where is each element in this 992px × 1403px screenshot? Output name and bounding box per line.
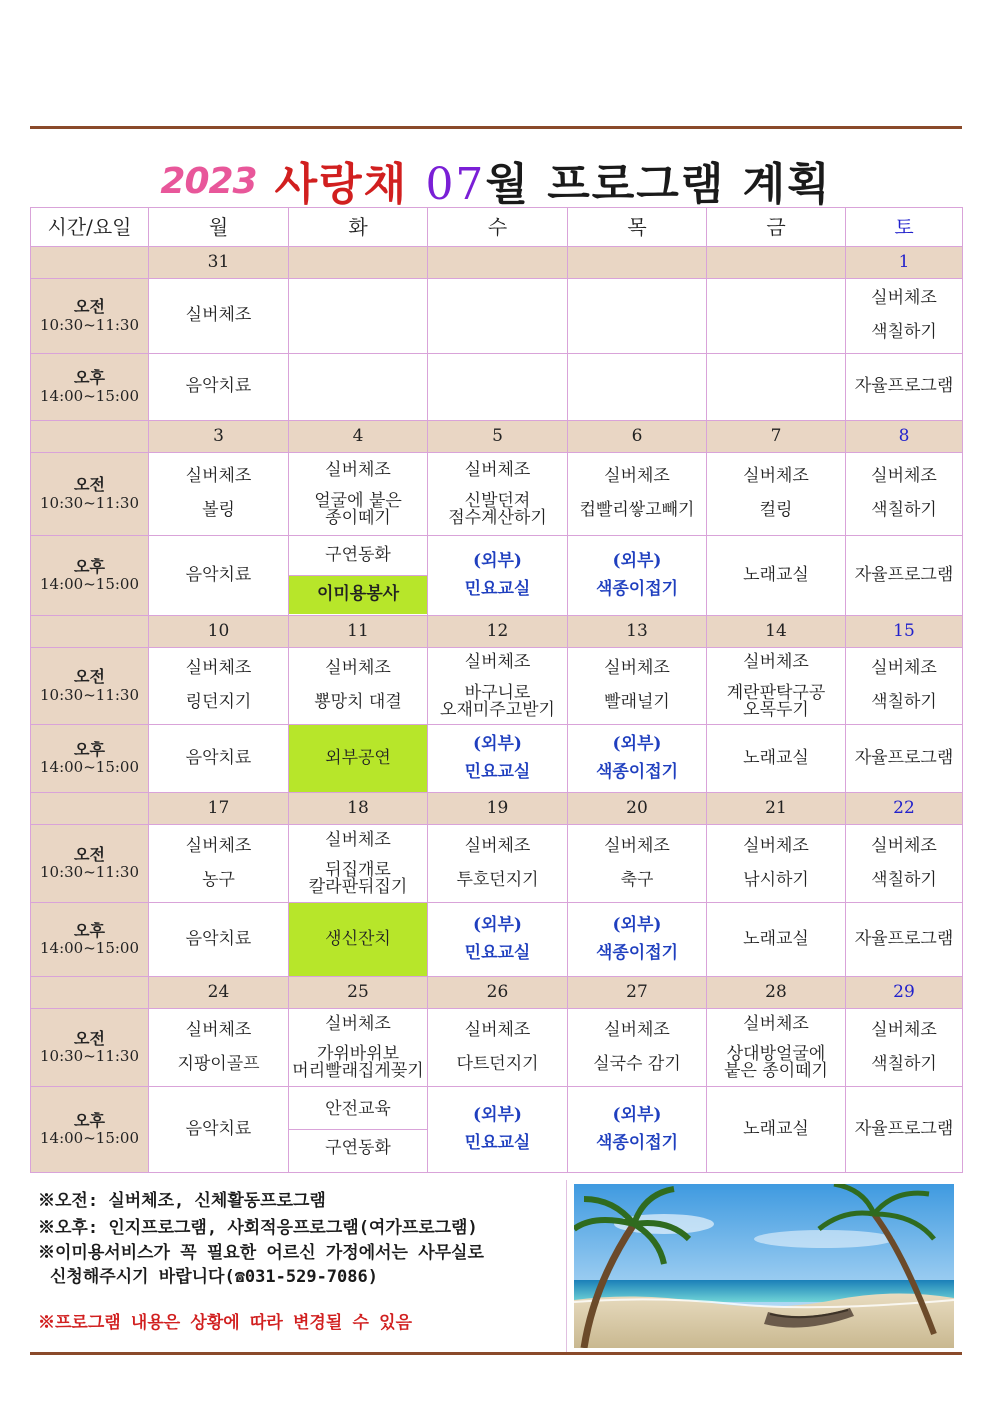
program-cell [289, 725, 428, 793]
program-cell [428, 903, 568, 977]
program-item: 민요교실 [464, 578, 531, 599]
program-item: 실버체조 [325, 829, 391, 850]
date-row-spacer [31, 977, 149, 1009]
date-cell: 27 [568, 977, 707, 1009]
program-item: (외부) [612, 733, 662, 754]
program-cell [568, 725, 707, 793]
program-item: 머리빨래집게꽂기 [292, 1061, 424, 1082]
am-label: 오전 [74, 1028, 105, 1048]
note-am: ※오전: 실버체조, 신체활동프로그램 [38, 1191, 326, 1211]
program-cell [428, 825, 568, 903]
program-cell [846, 648, 963, 725]
program-item: 민요교실 [464, 761, 531, 782]
pm-row [31, 1087, 963, 1173]
program-cell [846, 453, 963, 536]
program-item: 실버체조 [743, 652, 809, 673]
program-item: 외부공연 [325, 747, 391, 768]
program-item: 얼굴에 붙은 [314, 490, 402, 511]
date-row [31, 977, 963, 1009]
date-cell: 13 [568, 616, 707, 648]
program-item: 실버체조 [464, 460, 531, 481]
program-cell [428, 1009, 568, 1087]
program-cell [289, 279, 428, 354]
program-cell [428, 279, 568, 354]
program-item: 실버체조 [464, 652, 531, 673]
program-cell [149, 279, 289, 354]
pm-time: 14:00~15:00 [39, 939, 140, 958]
program-item: 실버체조 [871, 658, 937, 679]
program-item: 음악치료 [185, 564, 252, 585]
program-item: 상대방얼굴에 [726, 1044, 826, 1065]
program-item: 뒤집개로 [325, 860, 391, 881]
pm-row [31, 903, 963, 977]
program-item: 색칠하기 [871, 322, 937, 342]
program-cell [289, 1009, 428, 1087]
program-cell [568, 453, 707, 536]
program-item: 실버체조 [604, 835, 670, 856]
program-item: 링던지기 [185, 692, 252, 712]
pm-time: 14:00~15:00 [39, 575, 140, 594]
program-item: 음악치료 [185, 1118, 252, 1139]
program-cell [568, 825, 707, 903]
program-item: 실버체조 [871, 288, 937, 309]
pm-time-cell [31, 903, 149, 977]
program-item: 색종이접기 [595, 578, 679, 599]
program-cell [707, 354, 846, 421]
am-time-cell [31, 1009, 149, 1087]
program-item: 민요교실 [464, 942, 531, 963]
program-cell [289, 825, 428, 903]
date-cell: 12 [428, 616, 568, 648]
program-item: 자율프로그램 [854, 376, 954, 397]
program-item: 실버체조 [185, 466, 252, 487]
date-cell: 6 [568, 421, 707, 453]
pm-time-cell [31, 354, 149, 421]
program-item: (외부) [473, 550, 522, 571]
program-item: 낚시하기 [743, 869, 809, 890]
header-wed: 수 [428, 208, 568, 247]
date-cell: 8 [846, 421, 963, 453]
program-item: 빨래널기 [604, 692, 670, 712]
program-item: 색종이접기 [595, 1132, 679, 1153]
program-cell [149, 648, 289, 725]
date-cell: 17 [149, 793, 289, 825]
footer-divider [566, 1180, 567, 1352]
pm-label: 오후 [74, 556, 105, 576]
program-cell [568, 354, 707, 421]
program-item: 실버체조 [604, 1019, 670, 1040]
date-row [31, 247, 963, 279]
program-item: 실버체조 [604, 658, 670, 679]
pm-row [31, 354, 963, 421]
program-item: 색칠하기 [871, 500, 937, 520]
program-item: 색칠하기 [871, 692, 937, 712]
header-tue: 화 [289, 208, 428, 247]
am-time: 10:30~11:30 [39, 685, 140, 704]
date-cell: 29 [846, 977, 963, 1009]
pm-row [31, 536, 963, 616]
program-item: 구연동화 [289, 537, 427, 576]
date-cell [289, 247, 428, 279]
program-item: (외부) [473, 733, 522, 754]
program-item: 색종이접기 [595, 761, 679, 782]
date-cell: 28 [707, 977, 846, 1009]
date-row [31, 793, 963, 825]
program-item: 실버체조 [185, 658, 252, 679]
date-cell [707, 247, 846, 279]
am-time: 10:30~11:30 [39, 863, 140, 882]
date-cell: 18 [289, 793, 428, 825]
program-item: 실버체조 [871, 466, 937, 487]
date-row-spacer [31, 616, 149, 648]
program-item: 칼라판뒤집기 [308, 877, 408, 898]
date-cell: 26 [428, 977, 568, 1009]
header-sat: 토 [846, 208, 963, 247]
program-cell [846, 725, 963, 793]
am-label: 오전 [74, 844, 105, 864]
pm-time-cell [31, 536, 149, 616]
program-item: 색칠하기 [871, 869, 937, 890]
date-cell: 22 [846, 793, 963, 825]
program-item: 색칠하기 [871, 1053, 937, 1074]
date-row-spacer [31, 247, 149, 279]
note-pm: ※오후: 인지프로그램, 사회적응프로그램(여가프로그램) [38, 1218, 478, 1239]
program-item: 실버체조 [743, 835, 809, 856]
pm-label: 오후 [74, 368, 105, 388]
date-cell: 7 [707, 421, 846, 453]
date-cell [568, 247, 707, 279]
program-cell [149, 903, 289, 977]
program-item: 실국수 감기 [593, 1053, 681, 1074]
program-item: 컬링 [759, 500, 793, 520]
program-item: 종이떼기 [325, 507, 391, 528]
beach-image [574, 1184, 954, 1348]
program-item: 색종이접기 [595, 942, 679, 963]
program-cell [846, 825, 963, 903]
program-item: (외부) [612, 550, 662, 571]
program-cell [149, 1009, 289, 1087]
program-cell [707, 1009, 846, 1087]
program-item: 안전교육 [289, 1091, 427, 1130]
program-item: 노래교실 [743, 1118, 809, 1139]
pm-label: 오후 [74, 1110, 105, 1130]
program-cell [289, 1087, 428, 1173]
date-cell: 20 [568, 793, 707, 825]
notes [38, 1188, 558, 1337]
date-cell: 5 [428, 421, 568, 453]
note-warning: ※프로그램 내용은 상황에 따라 변경될 수 있음 [38, 1312, 413, 1333]
am-time-cell [31, 648, 149, 725]
program-cell [568, 279, 707, 354]
program-cell [149, 453, 289, 536]
am-row [31, 648, 963, 725]
header-row [31, 208, 963, 247]
am-label: 오전 [74, 667, 105, 687]
date-row [31, 421, 963, 453]
program-cell [707, 903, 846, 977]
program-item: 실버체조 [185, 1019, 252, 1040]
schedule-body [31, 247, 963, 1173]
program-item: 노래교실 [743, 928, 809, 949]
pm-label: 오후 [74, 920, 105, 940]
program-cell [149, 536, 289, 616]
program-cell [149, 354, 289, 421]
title-month: 07 [425, 159, 486, 210]
program-item: 자율프로그램 [854, 928, 954, 949]
program-cell [568, 1009, 707, 1087]
program-cell [428, 354, 568, 421]
program-cell [568, 648, 707, 725]
program-cell [149, 825, 289, 903]
date-cell: 10 [149, 616, 289, 648]
date-cell: 24 [149, 977, 289, 1009]
date-cell: 31 [149, 247, 289, 279]
program-item: 음악치료 [185, 747, 252, 768]
date-row [31, 616, 963, 648]
date-cell: 14 [707, 616, 846, 648]
program-item: (외부) [473, 1104, 522, 1125]
program-cell [149, 725, 289, 793]
program-cell [428, 1087, 568, 1173]
program-item: 투호던지기 [456, 869, 539, 890]
program-item: (외부) [612, 914, 662, 935]
am-time: 10:30~11:30 [39, 1047, 140, 1066]
program-item: 실버체조 [743, 1013, 809, 1034]
program-item: 실버체조 [464, 835, 531, 856]
program-cell [707, 1087, 846, 1173]
program-item: 신발던져 [464, 490, 531, 511]
program-cell [568, 903, 707, 977]
top-rule [30, 126, 962, 129]
title-rest: 월 프로그램 계획 [485, 159, 832, 210]
program-item: 바구니로 [464, 682, 531, 703]
am-time: 10:30~11:30 [39, 493, 140, 512]
date-cell: 1 [846, 247, 963, 279]
program-item: 민요교실 [464, 1132, 531, 1153]
bottom-rule [30, 1352, 962, 1355]
program-item: 다트던지기 [456, 1053, 539, 1074]
date-cell: 3 [149, 421, 289, 453]
pm-time-cell [31, 725, 149, 793]
program-item: 실버체조 [871, 1019, 937, 1040]
program-item: 구연동화 [325, 1138, 391, 1159]
beach-illustration [574, 1184, 954, 1348]
program-item: 실버체조 [604, 466, 670, 487]
program-cell [289, 453, 428, 536]
program-cell [707, 648, 846, 725]
pm-row [31, 725, 963, 793]
date-row-spacer [31, 793, 149, 825]
program-cell [846, 354, 963, 421]
program-item: 자율프로그램 [854, 1118, 954, 1139]
program-cell [428, 725, 568, 793]
header-mon: 월 [149, 208, 289, 247]
program-item: 점수계산하기 [448, 507, 547, 528]
program-cell [707, 825, 846, 903]
program-item: 생신잔치 [325, 928, 391, 949]
am-label: 오전 [74, 475, 105, 495]
program-cell [568, 536, 707, 616]
pm-time: 14:00~15:00 [39, 1129, 140, 1148]
program-item: 자율프로그램 [854, 564, 954, 585]
program-item: (외부) [473, 914, 522, 935]
program-cell [289, 648, 428, 725]
program-cell [846, 536, 963, 616]
program-cell [707, 536, 846, 616]
program-item: 노래교실 [743, 564, 809, 585]
am-row [31, 453, 963, 536]
header-fri: 금 [707, 208, 846, 247]
program-item: 실버체조 [871, 835, 937, 856]
date-cell: 11 [289, 616, 428, 648]
program-cell [289, 536, 428, 616]
pm-time: 14:00~15:00 [39, 386, 140, 405]
date-cell: 21 [707, 793, 846, 825]
date-cell: 15 [846, 616, 963, 648]
title-area [30, 132, 962, 208]
program-item: 노래교실 [743, 747, 809, 768]
program-item: 오목두기 [743, 699, 809, 720]
program-item: 계란판탁구공 [726, 682, 826, 703]
program-item: 오재미주고받기 [440, 699, 555, 720]
year-logo: 2023 [160, 161, 257, 202]
date-row-spacer [31, 421, 149, 453]
date-cell: 4 [289, 421, 428, 453]
pm-label: 오후 [74, 739, 105, 759]
program-cell [707, 453, 846, 536]
program-cell [289, 903, 428, 977]
am-time-cell [31, 453, 149, 536]
date-cell: 19 [428, 793, 568, 825]
program-cell [707, 279, 846, 354]
program-item: 실버체조 [464, 1019, 531, 1040]
am-time: 10:30~11:30 [39, 315, 140, 334]
program-item: 실버체조 [325, 460, 391, 481]
title-center: 사랑채 [274, 159, 409, 210]
program-item: 실버체조 [325, 1013, 391, 1034]
program-cell [707, 725, 846, 793]
page-title [30, 148, 962, 212]
program-cell [428, 453, 568, 536]
note-beauty-2: 신청해주시기 바랍니다(☎031-529-7086) [50, 1267, 378, 1288]
program-item: 실버체조 [743, 466, 809, 487]
program-cell [149, 1087, 289, 1173]
program-cell [846, 279, 963, 354]
date-cell: 25 [289, 977, 428, 1009]
program-item: 실버체조 [185, 835, 252, 856]
am-time-cell [31, 825, 149, 903]
program-item: 음악치료 [185, 376, 252, 397]
program-item: 실버체조 [325, 658, 391, 679]
program-cell [846, 1087, 963, 1173]
program-cell [846, 1009, 963, 1087]
am-row [31, 825, 963, 903]
program-cell [846, 903, 963, 977]
am-row [31, 279, 963, 354]
am-row [31, 1009, 963, 1087]
note-beauty-1: ※이미용서비스가 꼭 필요한 어르신 가정에서는 사무실로 [38, 1243, 484, 1264]
program-item: 실버체조 [185, 305, 252, 326]
program-item: 뿅망치 대결 [314, 692, 402, 712]
program-item: 붙은 종이떼기 [724, 1061, 828, 1082]
program-cell [568, 1087, 707, 1173]
program-cell [428, 648, 568, 725]
program-item: 음악치료 [185, 928, 252, 949]
am-time-cell [31, 279, 149, 354]
program-cell [428, 536, 568, 616]
header-time-day: 시간/요일 [31, 208, 149, 247]
program-item: 볼링 [202, 500, 235, 520]
program-item: 축구 [620, 869, 654, 890]
pm-time-cell [31, 1087, 149, 1173]
am-label: 오전 [74, 297, 105, 317]
program-item: 이미용봉사 [289, 576, 427, 614]
program-item: 지팡이골프 [177, 1053, 260, 1074]
pm-time: 14:00~15:00 [39, 758, 140, 777]
program-item: 컵빨리쌓고빼기 [579, 500, 695, 520]
program-item: 가위바위보 [316, 1044, 400, 1065]
header-thu: 목 [568, 208, 707, 247]
date-cell [428, 247, 568, 279]
program-cell [289, 354, 428, 421]
program-item: (외부) [612, 1104, 662, 1125]
schedule-table [30, 207, 963, 1173]
program-item: 자율프로그램 [854, 747, 954, 768]
program-item: 농구 [202, 869, 235, 890]
